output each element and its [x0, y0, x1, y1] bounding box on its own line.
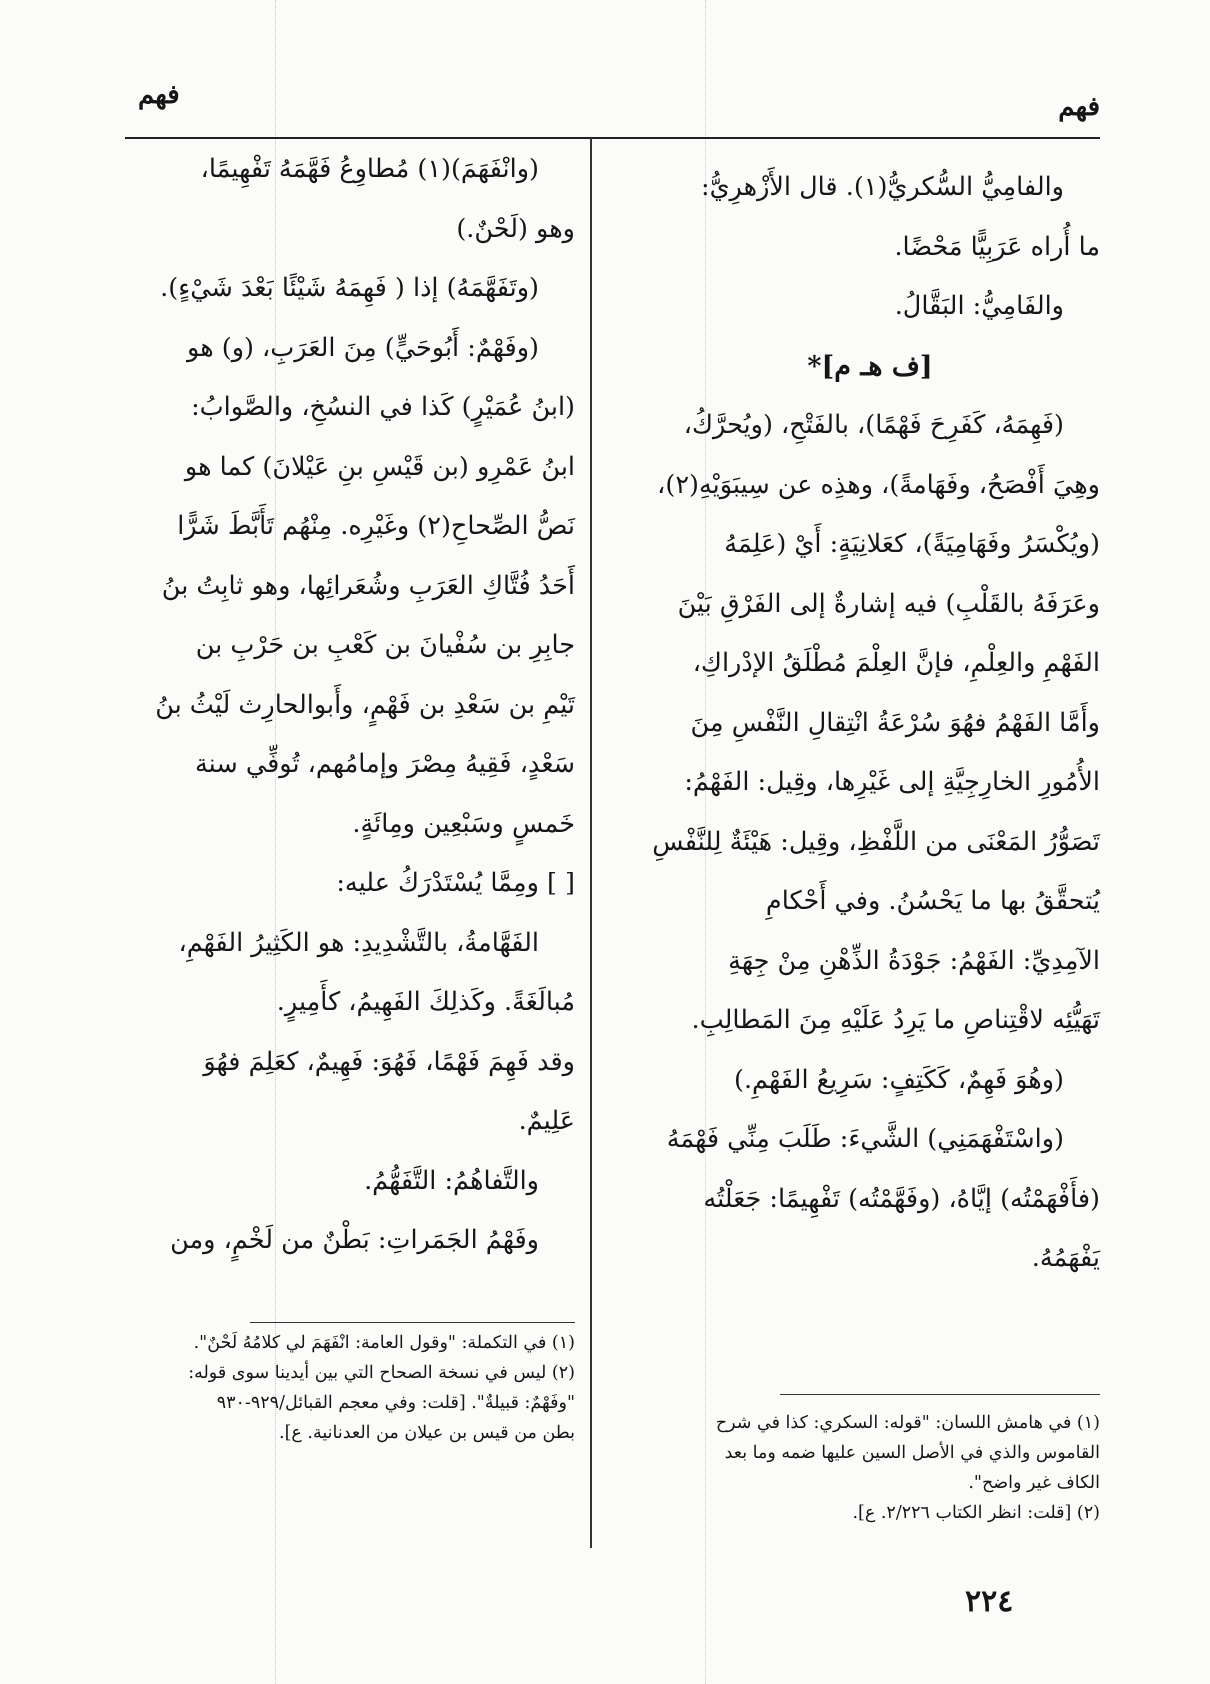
text-line: الفَهْمِ والعِلْمِ، فإنَّ العِلْمَ مُطْلَقُ الإدْراكِ، — [692, 648, 1100, 678]
text-line: (وتَفَهَّمَهُ) إذا ( فَهِمَهُ شَيْئًا بَعْدَ شَيْءٍ). — [160, 273, 539, 303]
text-line: ابنُ عَمْرِو (بن قَيْسِ بنِ عَيْلانَ) كما هو — [184, 451, 575, 482]
footnote-line: الكاف غير واضح". — [968, 1473, 1100, 1493]
text-line: (فأَفْهَمْتُه) إيَّاهُ، (وفَهَّمْتُه) تَفْهِيمًا: جَعَلْتُه — [703, 1183, 1100, 1214]
footnotes-left — [125, 1328, 575, 1448]
text-line: تَهَيُّئِه لاقْتِناصِ ما يَرِدُ عَلَيْهِ مِنَ المَطالِبِ. — [691, 1005, 1100, 1035]
text-line: تَصَوُّرُ المَعْنَى من اللَّفْظِ، وقِيل: هَيْئَةٌ لِلنَّفْسِ — [652, 826, 1100, 857]
text-line: (وفَهْمٌ: أَبُوحَيٍّ) مِنَ العَرَبِ، (و) هو — [187, 332, 539, 363]
footnote-line: (٢) ليس في نسخة الصحاح التي بين أيدينا سوى قوله: — [188, 1363, 575, 1383]
text-line: (واسْتَفْهَمَنِي) الشَّيءَ: طَلَبَ مِنِّي فَهْمَهُ — [666, 1124, 1064, 1154]
text-line: وعَرَفَهُ بالقَلْبِ) فيه إشارةٌ إلى الفَرْقِ بَيْنَ — [677, 588, 1100, 619]
text-line: (فَهِمَهُ، كَفَرِحَ فَهْمًا)، بالفَتْحِ، (ويُحرَّكُ، — [683, 410, 1064, 440]
page-number: ٢٢٤ — [965, 1584, 1014, 1619]
text-line: الأُمُورِ الخارِجِيَّةِ إلى غَيْرِها، وقِيل: الفَهْمُ: — [684, 767, 1100, 797]
text-line: (ويُكْسَرُ وفَهَامِيَةً)، كعَلانِيَةٍ: أَيْ (عَلِمَهُ — [724, 529, 1100, 559]
text-line: يُتحقَّقُ بها ما يَحْسُنُ. وفي أَحْكامِ — [765, 886, 1100, 916]
text-line: مُبالَغَةً. وكَذلِكَ الفَهِيمُ، كأَمِيرٍ. — [276, 987, 575, 1017]
text-line: والفامِيُّ السُّكريُّ(١). قال الأَزْهرِيُّ: — [701, 172, 1064, 202]
footnote-line: القاموس والذي في الأصل السين عليها ضمه وما بعد — [724, 1443, 1100, 1463]
text-line: جابِرِ بن سُفْيانَ بن كَعْبِ بن حَرْبِ بن — [195, 630, 575, 660]
text-line: والتَّفاهُمُ: التَّفَهُّمُ. — [364, 1165, 539, 1196]
text-line: وأَمَّا الفَهْمُ فهُوَ سُرْعَةُ انْتِقالِ النَّفْسِ مِنَ — [690, 707, 1100, 738]
text-line: (ابنُ عُمَيْرٍ) كَذا في النسُخِ، والصَّوابُ: — [191, 392, 575, 422]
text-line: الفَهَّامةُ، بالتَّشْدِيدِ: هو الكَثِيرُ الفَهْمِ، — [178, 927, 539, 958]
text-line: وهو (لَحْنٌ.) — [456, 213, 575, 244]
text-line: والفَامِيُّ: البَقَّالُ. — [894, 291, 1064, 321]
running-header-right: فهم — [1058, 92, 1100, 122]
column-divider — [590, 138, 592, 1548]
running-header-left: فهم — [138, 80, 180, 110]
entry-heading: [ف هـ م]* — [807, 350, 933, 382]
text-line: أَحَدُ فُتَّاكِ العَرَبِ وشُعَرائِها، وهو ثابِتُ بنُ — [161, 570, 575, 601]
text-line: عَلِيمٌ. — [518, 1106, 575, 1136]
text-line: [ ] ومِمَّا يُسْتَدْرَكُ عليه: — [336, 868, 575, 898]
right-column — [640, 158, 1100, 1289]
text-line: (وهُوَ فَهِمٌ، كَكَتِفٍ: سَرِيعُ الفَهْمِ.) — [734, 1064, 1064, 1095]
text-line: سَعْدٍ، فَقِيهُ مِصْرَ وإمامُهم، تُوفِّي سنة — [195, 749, 575, 779]
footnote-rule-left — [250, 1322, 575, 1323]
text-line: نَصُّ الصِّحاحِ(٢) وغَيْرِه. مِنْهُم تَأَبَّطَ شَرًّا — [177, 511, 575, 541]
footnotes-right — [640, 1408, 1100, 1528]
footnote-rule-right — [780, 1394, 1100, 1395]
text-line: الآمِدِيِّ: الفَهْمُ: جَوْدَةُ الذِّهْنِ مِنْ جِهَةِ — [728, 945, 1100, 976]
text-line: وقد فَهِمَ فَهْمًا، فَهُوَ: فَهِيمٌ، كعَلِمَ فهُوَ — [203, 1046, 575, 1077]
text-line: يَفْهَمُهُ. — [1031, 1243, 1100, 1273]
left-column — [125, 140, 575, 1271]
footnote-line: بطن من قيس بن عيلان من العدنانية. ع]. — [279, 1423, 575, 1443]
text-line: ما أُراه عَرَبِيًّا مَحْضًا. — [894, 231, 1100, 262]
text-line: (وانْفَهَمَ)(١) مُطاوِعُ فَهَّمَهُ تَفْهِيمًا، — [200, 154, 539, 184]
header-rule — [125, 137, 1100, 139]
footnote-line: (١) في هامش اللسان: "قوله: السكري: كذا في شرح — [715, 1413, 1100, 1433]
footnote-line: "وفَهْمٌ: قبيلةٌ". [قلت: وفي معجم القبائل/٩٢٩-٩٣٠ — [216, 1393, 575, 1413]
footnote-line: (٢) [قلت: انظر الكتاب ٢/٢٢٦. ع]. — [852, 1503, 1100, 1523]
text-line: وفَهْمُ الجَمَراتِ: بَطْنٌ من لَخْمٍ، ومن — [170, 1225, 539, 1255]
text-line: وهِيَ أَفْصَحُ، وفَهَامةً)، وهذِه عن سِيبَوَيْهِ(٢)، — [657, 469, 1100, 500]
footnote-line: (١) في التكملة: "وقول العامة: انْفَهَمَ لي كلامُهُ لَحْنٌ". — [193, 1333, 575, 1353]
text-line: تَيْمِ بن سَعْدِ بن فَهْمٍ، وأَبوالحارِث لَيْثُ بنُ — [155, 689, 575, 720]
text-line: خَمسٍ وسَبْعِين ومِائَةٍ. — [352, 808, 575, 839]
